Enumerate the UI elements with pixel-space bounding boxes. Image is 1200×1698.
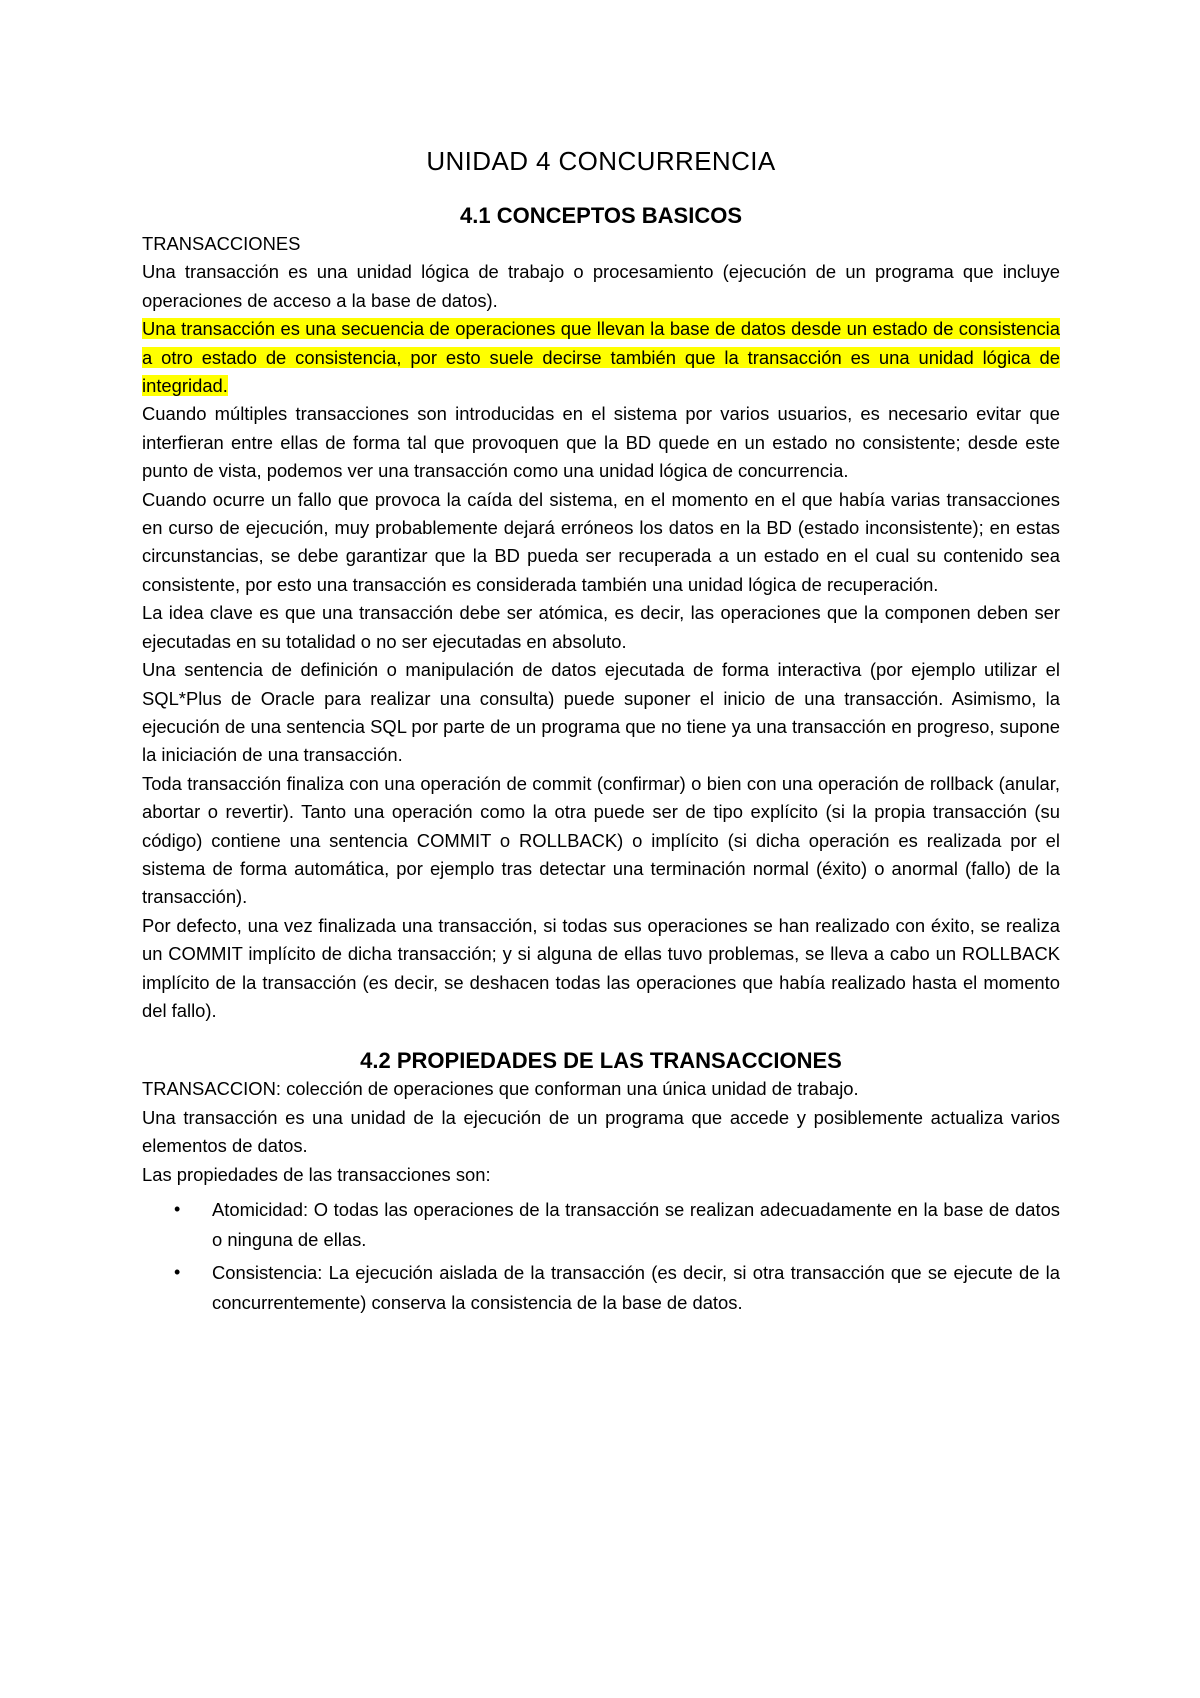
paragraph: Una transacción es una unidad lógica de trabajo o procesamiento (ejecución de un programa que incluye operaciones de acceso a la base de datos). [142, 261, 1060, 311]
section-body-conceptos [142, 230, 1060, 1025]
section-heading-propiedades: 4.2 PROPIEDADES DE LAS TRANSACCIONES [360, 1048, 842, 1074]
document-page [0, 145, 1200, 1698]
bullet-icon: • [174, 1199, 181, 1219]
paragraph: La idea clave es que una transacción debe ser atómica, es decir, las operaciones que la componen deben ser ejecutadas en su totalidad o no ser ejecutadas en absoluto. [142, 602, 1060, 652]
paragraph: Toda transacción finaliza con una operación de commit (confirmar) o bien con una operación de rollback (anular, abortar o revertir). Tanto una operación como la otra puede ser de tipo explícito (si la propia transacción (su código) contiene una sentencia COMMIT o ROLLBACK) o implícito (si dicha operación es realizada por el sistema de forma automática, por ejemplo tras detectar una terminación normal (éxito) o anormal (fallo) de la transacción). [142, 772, 1060, 908]
section-heading-conceptos: 4.1 CONCEPTOS BASICOS [460, 203, 742, 228]
properties-list [142, 1195, 1060, 1317]
paragraph: Una sentencia de definición o manipulación de datos ejecutada de forma interactiva (por ejemplo utilizar el SQL*Plus de Oracle para realizar una consulta) puede suponer el inicio de una transacción. Asimismo, la ejecución de una sentencia SQL por parte de un programa que no tiene ya una transacción en progreso, supone la iniciación de una transacción. [142, 659, 1060, 766]
bullet-icon: • [174, 1262, 181, 1282]
paragraph: Una transacción es una unidad de la ejecución de un programa que accede y posiblemente actualiza varios elementos de datos. [142, 1106, 1060, 1157]
list-item-text: Consistencia: La ejecución aislada de la transacción (es decir, si otra transacción que se ejecute de la concurrentemente) conserva la consistencia de la base de datos. [212, 1262, 1060, 1313]
paragraph: Cuando ocurre un fallo que provoca la caída del sistema, en el momento en el que había varias transacciones en curso de ejecución, muy probablemente dejará erróneos los datos en la BD (estado inconsistente); en estas circunstancias, se debe garantizar que la BD pueda ser recuperada a un estado en el cual su contenido sea consistente, por esto una transacción es considerada también una unidad lógica de recuperación. [142, 488, 1060, 595]
section-body-propiedades [142, 1075, 1060, 1317]
highlighted-paragraph [142, 315, 1060, 400]
paragraph: Las propiedades de las transacciones son: [142, 1163, 491, 1185]
highlight-span: Una transacción es una secuencia de operaciones que llevan la base de datos desde un estado de consistencia a otro estado de consistencia, por esto suele decirse también que la transacción es una unidad lógica de integridad. [142, 318, 1060, 397]
list-item [174, 1258, 1060, 1317]
paragraph: Por defecto, una vez finalizada una transacción, si todas sus operaciones se han realizado con éxito, se realiza un COMMIT implícito de dicha transacción; y si alguna de ellas tuvo problemas, se lleva a cabo un ROLLBACK implícito de la transacción (es decir, se deshacen todas las operaciones que había realizado hasta el momento del fallo). [142, 914, 1060, 1021]
paragraph: Cuando múltiples transacciones son introducidas en el sistema por varios usuarios, es necesario evitar que interfieran entre ellas de forma tal que provoquen que la BD quede en un estado no consistente; desde este punto de vista, podemos ver una transacción como una unidad lógica de concurrencia. [142, 403, 1060, 482]
transacciones-label: TRANSACCIONES [142, 233, 301, 254]
list-item-text: Atomicidad: O todas las operaciones de la transacción se realizan adecuadamente en la base de datos o ninguna de ellas. [212, 1199, 1060, 1250]
document-title: UNIDAD 4 CONCURRENCIA [426, 146, 776, 176]
paragraph: TRANSACCION: colección de operaciones que conforman una única unidad de trabajo. [142, 1078, 859, 1100]
list-item [174, 1195, 1060, 1254]
